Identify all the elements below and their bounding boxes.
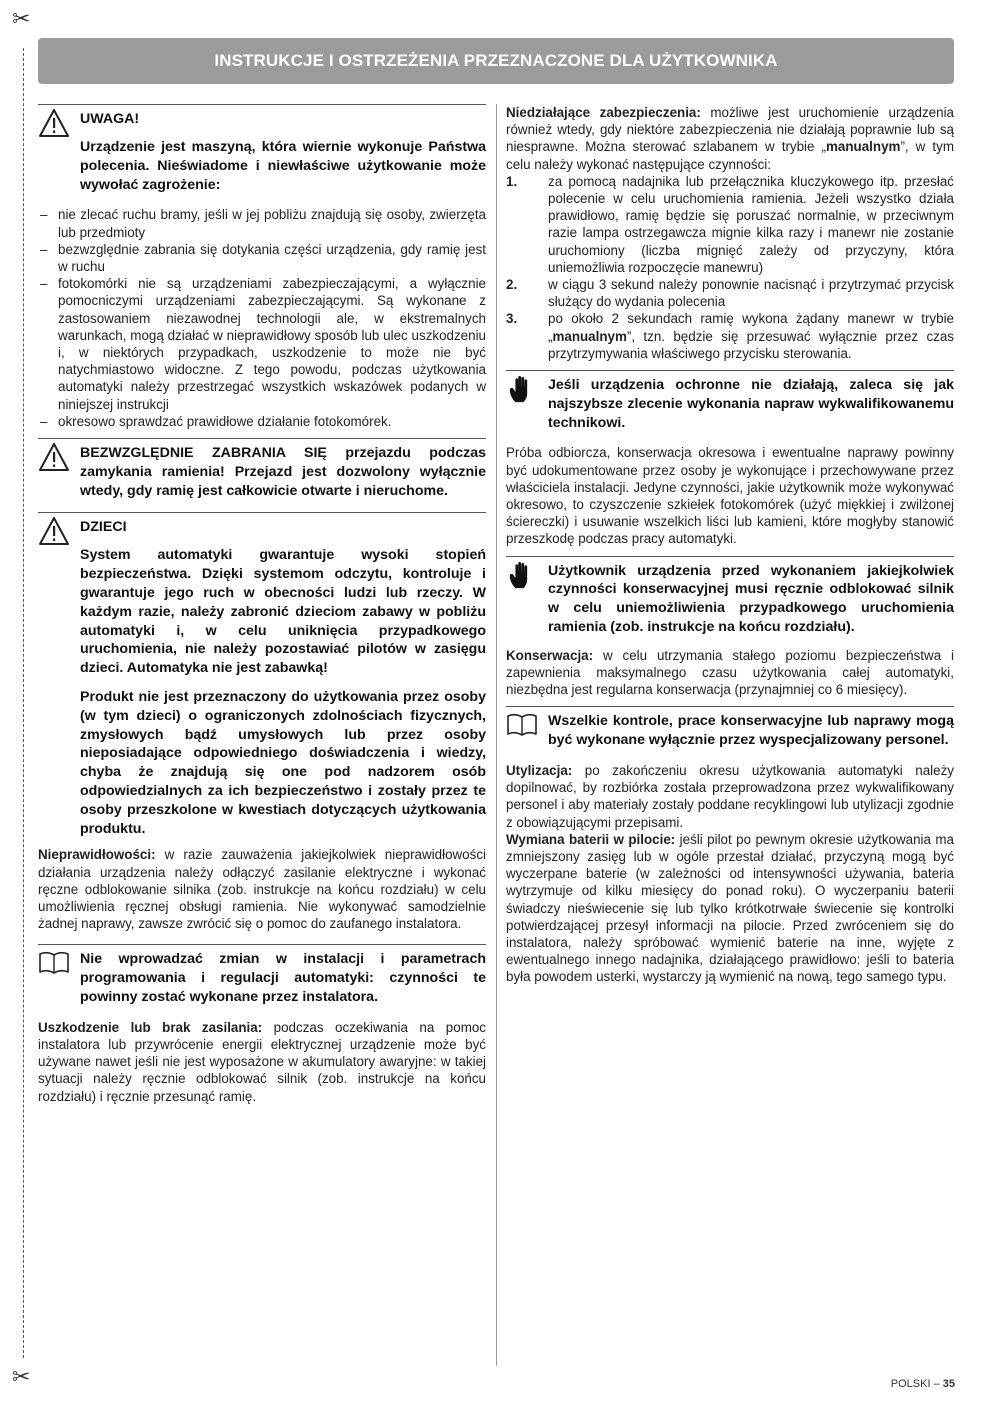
paragraph-label: Wymiana baterii w pilocie:: [506, 831, 676, 847]
paragraph-text: jeśli pilot po pewnym okresie użytkowania ma zmniejszony zasięg lub w ogóle przestał działać, przyczyną mogą być wyczerpane baterie (w zależności od intensywności używania, bateria wytrzymuje od kilku miesięcy do ponad roku). O wyczerpaniu baterii świadczy nieświecenie się lub tylko krótkotrwałe świecenie się kontrolki potwierdzającej przesył informacji na pilocie. Przed zwróceniem się do instalatora, należy spróbować wymienić baterie na inne, wyjęte z ewentualnego innego nadajnika, działającego prawidłowo: jeśli to bateria była powodem usterki, wystarczy ją wymienić na nową, tego samego typu.: [506, 831, 954, 985]
step-number: 2.: [506, 277, 518, 293]
page-footer: [891, 1378, 955, 1390]
manual-book-icon: [506, 710, 538, 740]
paragraph-text: w celu utrzymania stałego poziomu bezpieczeństwa i zapewnienia maksymalnego czasu użytkowania całej automatyki, niezbędna jest regularna konserwacja (przynajmniej co 6 miesięcy).: [506, 647, 954, 698]
steps-list: [506, 173, 954, 362]
step-text: w ciągu 3 sekund należy ponownie nacisnąć i przytrzymać przycisk służący do wydania polecenia: [548, 277, 954, 310]
list-item: [506, 276, 954, 310]
step-text: za pomocą nadajnika lub przełącznika kluczykowego itp. przesłać polecenie w celu uruchomienia ramienia. Jeżeli wszystko działa prawidłowo, ramię będzie się poruszać normalnie, w przeciwnym razie lampa ostrzegawcza mignie kilka razy i manewr nie zostanie uruchomiony (liczba mignięć zależy od przyczyny, która uniemożliwia rozpoczęcie manewru): [548, 173, 954, 275]
page-title: INSTRUKCJE I OSTRZEŻENIA PRZEZNACZONE DLA UŻYTKOWNIKA: [214, 51, 778, 70]
proba-paragraph: Próba odbiorcza, konserwacja okresowa i ewentualne naprawy powinny być udokumentowane przez osoby je wykonujące i przechowywane przez właściciela instalacji. Jedyne czynności, jakie użytkownik może wykonywać okresowo, to czyszczenie szkiełek fotokomórek (użyć miękkiej i zwilżonej ściereczki) i usuwanie wszelkich liści lub kamieni, które mogłyby stanowić przeszkodę podczas pracy automatyki.: [506, 445, 954, 547]
niedzialajace-paragraph: [506, 104, 954, 173]
left-column: [38, 104, 486, 1105]
paragraph-label: Utylizacja:: [506, 763, 573, 779]
przejazd-text: BEZWZGLĘDNIE ZABRANIA SIĘ przejazdu podczas zamykania ramienia! Przejazd jest dozwolony wyłącznie wtedy, gdy ramię jest całkowicie otwarte i nieruchome.: [80, 445, 486, 499]
warning-triangle-icon: [38, 108, 70, 138]
scissors-icon: ✂: [12, 6, 31, 31]
scissors-icon: ✂: [12, 1364, 31, 1389]
warning-triangle-icon: [38, 516, 70, 546]
list-item: – nie zlecać ruchu bramy, jeśli w jej pobliżu znajdują się osoby, zwierzęta lub przedmioty: [38, 206, 486, 240]
right-column: [506, 104, 954, 986]
list-item: – bezwzględnie zabrania się dotykania części urządzenia, gdy ramię jest w ruchu: [38, 241, 486, 275]
list-item: – fotokomórki nie są urządzeniami zabezpieczającymi, a wyłącznie pomocniczymi urządzeniami zabezpieczającymi. Są wykonane z zastosowaniem niezawodnej technologii ale, w ekstremalnych warunkach, mogą działać w nieprawidłowy sposób lub ulec uszkodzeniu i, w niektórych przypadkach, uszkodzenie to może nie być natychmiastowo widoczne. Z tego powodu, podczas użytkowania automatyki należy przestrzegać wszystkich wskazówek podanych w niniejszej instrukcji: [38, 275, 486, 413]
step-text: po około 2 sekundach ramię wykona żądany manewr w trybie „: [548, 311, 954, 344]
uzytkownik-text: Użytkownik urządzenia przed wykonaniem jakiejkolwiek czynności konserwacyjnej musi ręcznie odblokować silnik w celu uniemożliwienia przypadkowego uruchomienia ramienia (zob. instrukcje na końcu rozdziału).: [548, 562, 954, 636]
paragraph-text: po zakończeniu okresu użytkowania automatyki należy dopilnować, by rozbiórka została przeprowadzona przez wykwalifikowany personel i aby materiały zostały poddane recyklingowi lub utylizacji zgodnie z obowiązującymi przepisami.: [506, 763, 954, 830]
page-title-banner: [38, 38, 954, 84]
step-number: 3.: [506, 311, 518, 327]
list-item: – okresowo sprawdzać prawidłowe działanie fotokomórek.: [38, 413, 486, 430]
footer-language: POLSKI –: [890, 1378, 943, 1390]
list-item: [506, 310, 954, 362]
dzieci-title: DZIECI: [80, 519, 127, 536]
step-text: ”, tzn. będzie się przesuwać wyłącznie przez czas przytrzymywania właściwego przycisku sterowania.: [548, 328, 954, 361]
stop-hand-icon: [506, 374, 538, 404]
paragraph-label: Niedziałające zabezpieczenia:: [506, 105, 701, 120]
step-number: 1.: [506, 173, 518, 189]
paragraph-text: ”, w tym celu należy wykonać następujące czynności:: [506, 139, 954, 172]
dzieci-paragraph: Produkt nie jest przeznaczony do użytkowania przez osoby (w tym dzieci) o ograniczonych zdolnościach fizycznych, zmysłowych bądź umysłowych lub przez osoby nieposiadające odpowiedniego doświadczenia i wiedzy, chyba że znajdują się one pod nadzorem osób odpowiedzialnych za ich bezpieczeństwo i zostały przez te osoby przeszkolone w kwestiach dotyczących użytkowania produktu.: [80, 689, 486, 837]
paragraph-label: Nieprawidłowości:: [38, 847, 156, 863]
paragraph-text: w razie zauważenia jakiejkolwiek nieprawidłowości działania urządzenia należy odłączyć zasilanie elektryczne i wykonać ręczne odblokowanie silnika (zob. instrukcje na końcu rozdziału) w celu umożliwienia ręcznej obsługi ramienia. Nie wykonywać samodzielnie żadnej naprawy, zawsze zwrócić się o pomoc do zaufanego instalatora.: [38, 847, 486, 932]
nieprawidlowosci-paragraph: [38, 846, 486, 932]
uszkodzenie-paragraph: [38, 1019, 486, 1105]
kontrole-text: Wszelkie kontrole, prace konserwacyjne lub naprawy mogą być wykonane wyłącznie przez wyspecjalizowany personel.: [548, 713, 954, 749]
paragraph-text: możliwe jest uruchomienie urządzenia również wtedy, gdy niektóre zabezpieczenia nie działają poprawnie lub są niesprawne. Można sterować szlabanem w trybie „: [506, 105, 955, 155]
konserwacja-paragraph: [506, 647, 954, 699]
cut-line: [23, 48, 24, 1358]
nie-wprowadzac-notice: [38, 944, 486, 1006]
stop-hand-icon: [506, 560, 538, 590]
nie-wprowadzac-text: Nie wprowadzać zmian w instalacji i parametrach programowania i regulacji automatyki: czynności te powinny zostać wykonane przez instalatora.: [80, 951, 486, 1005]
ochronne-text: Jeśli urządzenia ochronne nie działają, zaleca się jak najszybsze zlecenie wykonania napraw wykwalifikowanemu technikowi.: [548, 377, 954, 431]
column-divider: [496, 104, 497, 1366]
page-number: 35: [942, 1378, 955, 1390]
paragraph-emphasis: manualnym: [826, 139, 901, 155]
uwaga-list: [38, 206, 486, 430]
przejazd-notice: [38, 438, 486, 500]
utylizacja-paragraph: [506, 762, 954, 831]
ochronne-notice: [506, 370, 954, 432]
manual-book-icon: [38, 948, 70, 978]
step-emphasis: manualnym: [552, 328, 627, 344]
baterie-paragraph: [506, 831, 954, 986]
paragraph-label: Konserwacja:: [506, 647, 594, 663]
uwaga-title: UWAGA!: [80, 111, 140, 127]
warning-triangle-icon: [38, 442, 70, 472]
paragraph-text: podczas oczekiwania na pomoc instalatora lub przywrócenie energii elektrycznej urządzenie może być używane nawet jeśli nie jest wyposażone w akumulatory awaryjne: w takiej sytuacji należy ręcznie odblokować silnik (zob. instrukcje na końcu rozdziału) i ręcznie przesunąć ramię.: [38, 1019, 486, 1104]
dzieci-notice: [38, 512, 486, 838]
uwaga-notice: [38, 104, 486, 194]
list-item: [506, 173, 954, 276]
paragraph-label: Uszkodzenie lub brak zasilania:: [38, 1019, 263, 1035]
uzytkownik-notice: [506, 556, 954, 637]
uwaga-lead: Urządzenie jest maszyną, która wiernie wykonuje Państwa polecenia. Nieświadome i niewłaściwe użytkowanie może wywołać zagrożenie:: [80, 139, 486, 193]
kontrole-notice: [506, 706, 954, 750]
dzieci-paragraph: System automatyki gwarantuje wysoki stopień bezpieczeństwa. Dzięki systemom odczytu, kontroluje i gwarantuje jego ruch w obecności ludzi lub rzeczy. W każdym razie, należy zabronić dzieciom zabawy w pobliżu automatyki i, w celu uniknięcia przypadkowego uruchomienia, nie należy pozostawiać pilotów w zasięgu dzieci. Automatyka nie jest zabawką!: [80, 547, 486, 677]
